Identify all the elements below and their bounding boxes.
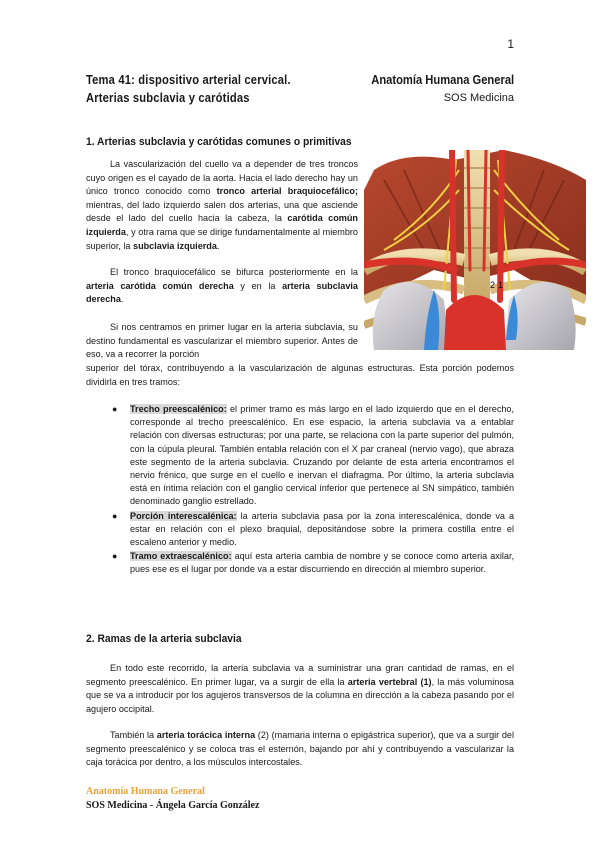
header-course [348, 71, 514, 107]
text-run: En todo este recorrido, la arteria subclavia va a suministrar una gran cantidad de ramas, en el segmento preescalénico. En primer lugar, va a surgir de ella la [86, 663, 514, 687]
footer-course: Anatomía Humana General [86, 786, 205, 797]
list-item [112, 550, 514, 576]
text-run: . [216, 240, 220, 251]
title-line-2: Arterias subclavia y carótidas [86, 90, 250, 105]
text-run: , y otra rama que se dirige fundamentalmente al miembro superior, la [86, 226, 358, 251]
subclavian-segments-list [112, 403, 514, 578]
anatomy-illustration [364, 150, 586, 350]
figure-label-1: 1 [498, 280, 504, 290]
text-run: (2) (mamaria interna o epigástrica superior), que va a surgir del segmento preescalénico y se coloca tras el esternón, bajando por ahí y contribuyendo a vascularizar la caja torácica por dentro, a los músculos intercostales. [86, 730, 514, 768]
bold-term: arteria subclavia derecha [86, 280, 358, 305]
bullet-label: Porción interescalénica: [130, 510, 237, 521]
course-name: Anatomía Humana General [371, 72, 514, 87]
text-run: . [120, 294, 124, 305]
text-run: También la [110, 730, 157, 740]
footer-author: SOS Medicina - Ángela García González [86, 799, 260, 811]
text-run: y en la [233, 280, 283, 291]
page-number: 1 [507, 37, 514, 51]
bold-term: arteria vertebral (1) [347, 676, 432, 687]
bullet-text: la arteria subclavia pasa por la zona interescalénica, donde va a estar en relación con el plexo braquial, depositándose sobre la primera costilla entre el escaleno anterior y medio. [130, 510, 515, 548]
bullet-icon: ● [112, 510, 118, 521]
section-1-paragraph-1 [86, 158, 358, 253]
bold-term: subclavia izquierda [133, 240, 217, 251]
section-1-paragraph-3b: superior del tórax, contribuyendo a la vascularización de algunas estructuras. Esta porción podemos dividirla en tres tramos: [86, 363, 514, 387]
text-run: mientras, del lado izquierdo salen dos arterias, una que asciende desde el lado del cuello hacia la cabeza, la [86, 199, 358, 224]
bold-term: tronco arterial braquiocefálico; [216, 186, 358, 197]
source-name: SOS Medicina [443, 92, 514, 104]
bold-term: carótida común izquierda [86, 213, 358, 237]
bold-term: arteria carótida común derecha [86, 280, 234, 291]
anatomy-illustration-svg [364, 150, 586, 350]
footer [86, 785, 259, 812]
list-item [112, 403, 514, 509]
figure-label-2: 2 [490, 280, 496, 290]
section-2-title: 2. Ramas de la arteria subclavia [86, 633, 242, 645]
text-run: La vascularización del cuello va a depender de tres troncos cuyo origen es el cayado de la aorta. Hacia el lado derecho hay un único tronco conocido como [86, 159, 358, 197]
section-1-paragraph-2 [86, 266, 358, 307]
bullet-label: Tramo extraescalénico: [130, 551, 232, 562]
document-title [86, 71, 291, 107]
text-run: , la más voluminosa que se va a introducir por los agujeros transversos de la columna en dirección a la cabeza pasando por el agujero occipital. [86, 676, 514, 714]
section-1-paragraph-3a: Si nos centramos en primer lugar en la arteria subclavia, su destino fundamental es vascularizar el miembro superior. Antes de eso, va a recorrer la porción [86, 322, 358, 360]
bold-term: arteria torácica interna [156, 730, 256, 740]
bullet-icon: ● [112, 551, 118, 562]
section-2-paragraph-2 [86, 729, 514, 770]
bullet-text: aquí esta arteria cambia de nombre y se conoce como arteria axilar, pues ese es el lugar por donde va a estar discurriendo en dirección al miembro superior. [130, 551, 514, 575]
section-2-paragraph-1 [86, 662, 514, 716]
text-run: El tronco braquiocefálico se bifurca posteriormente en la [110, 267, 358, 277]
section-1-title: 1. Arterias subclavia y carótidas comunes o primitivas [86, 136, 352, 148]
bullet-label: Trecho preescalénico: [130, 404, 227, 414]
bullet-icon: ● [112, 404, 118, 414]
bullet-text: el primer tramo es más largo en el lado izquierdo que en el derecho, corresponde al trecho preescalénico. En ese espacio, la arteria subclavia va a entablar relación con diversas estructuras; por una parte, se relaciona con la parte superior del pulmón, con la cúpula pleural. También entabla relación con el X par craneal (nervio vago), que abraza este segmento de la arteria subclavia. Cruzando por delante de esta arteria encontramos el nervio frénico, que surge en el cuello e inervan el diafragma. Por último, la arteria subclavia está en íntima relación con el ganglio cervical inferior que pertenece al SN simpático, también denominado ganglio estrellado. [130, 404, 515, 507]
list-item [112, 510, 514, 550]
title-line-1: Tema 41: dispositivo arterial cervical. [86, 72, 291, 87]
